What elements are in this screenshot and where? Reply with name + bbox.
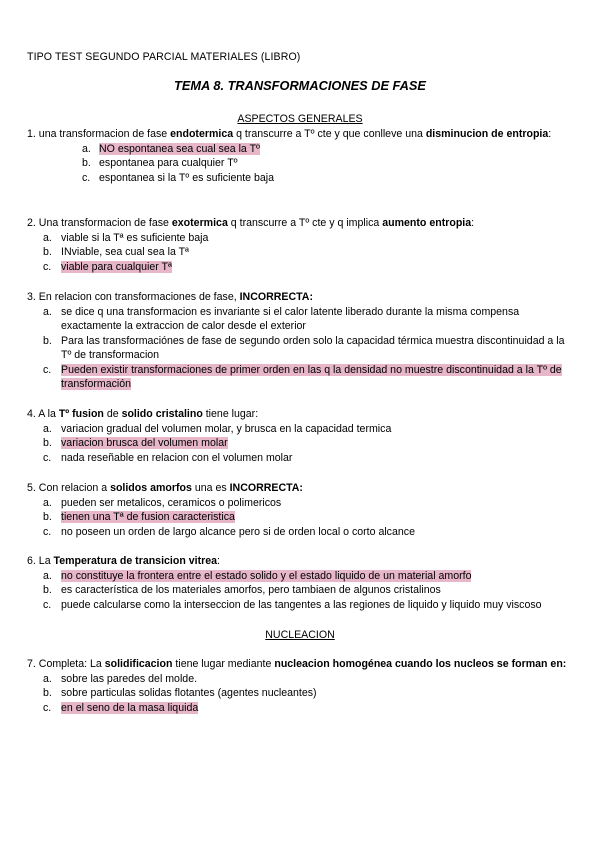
option-c[interactable]: c. Pueden existir transformaciones de primer orden en las q la densidad no muestre discontinuidad a la Tº de transformación [43,363,562,390]
option-b[interactable]: b. espontanea para cualquier Tº [82,157,238,169]
option-b[interactable]: b. INviable, sea cual sea la Tª [43,246,189,258]
option-c[interactable]: c. puede calcularse como la interseccion de las tangentes a las regiones de liquido y liquido muy viscoso [43,598,542,611]
question-text: 5. Con relacion a solidos amorfos una es INCORRECTA: [27,482,303,494]
question-text: 4. A la Tº fusion de solido cristalino tiene lugar: [27,408,259,420]
question-1 [27,127,577,185]
question-4 [27,407,577,465]
option-a[interactable]: a. sobre las paredes del molde. [43,672,198,685]
option-c[interactable]: c. no poseen un orden de largo alcance pero si de orden local o corto alcance [43,525,415,538]
option-a[interactable]: a. se dice q una transformacion es invariante si el calor latente liberado durante la misma compensa exactamente la extraccion de calor desde el exterior [43,305,520,332]
document-header: TIPO TEST SEGUNDO PARCIAL MATERIALES (LIBRO) [27,51,301,63]
option-c[interactable]: c. viable para cualquier Tª [43,260,172,273]
option-c[interactable]: c. espontanea si la Tº es suficiente baja [82,171,275,184]
option-b[interactable]: b. variacion brusca del volumen molar [43,437,228,449]
question-text: 7. Completa: La solidificacion tiene lugar mediante nucleacion homogénea cuando los nucleos se forman en: [27,658,567,670]
question-2 [27,216,577,274]
question-text: 1. una transformacion de fase endotermica q transcurre a Tº cte y que conlleve una disminucion de entropia: [27,128,552,140]
option-b[interactable]: b. sobre particulas solidas flotantes (agentes nucleantes) [43,687,317,699]
question-3 [27,290,577,392]
question-text: 6. La Temperatura de transicion vitrea: [27,555,220,567]
question-6 [27,554,577,612]
option-a[interactable]: a. variacion gradual del volumen molar, y brusca en la capacidad termica [43,422,392,435]
option-a[interactable]: a. viable si la Tª es suficiente baja [43,231,209,244]
option-b[interactable]: b. es característica de los materiales amorfos, pero tambiaen de algunos cristalinos [43,584,441,596]
question-5 [27,481,577,539]
option-a[interactable]: a. no constituye la frontera entre el estado solido y el estado liquido de un material amorfo [43,569,472,582]
option-c[interactable]: c. en el seno de la masa liquida [43,701,199,714]
section-heading-nucleacion: NUCLEACION [265,629,335,641]
page-title: TEMA 8. TRANSFORMACIONES DE FASE [174,78,426,93]
section-heading-aspectos: ASPECTOS GENERALES [237,113,363,125]
option-c[interactable]: c. nada reseñable en relacion con el volumen molar [43,451,293,464]
option-a[interactable]: a. pueden ser metalicos, ceramicos o polimericos [43,496,282,509]
question-7 [27,657,577,715]
question-text: 3. En relacion con transformaciones de fase, INCORRECTA: [27,291,313,303]
option-b[interactable]: b. Para las transformaciónes de fase de segundo orden solo la capacidad térmica muestra discontinuidad a la Tº de transformacion [43,334,565,361]
question-text: 2. Una transformacion de fase exotermica q transcurre a Tº cte y q implica aumento entropia: [27,217,475,229]
option-b[interactable]: b. tienen una Tª de fusion caracteristica [43,511,235,523]
option-a[interactable]: a. NO espontanea sea cual sea la Tº [82,142,260,155]
